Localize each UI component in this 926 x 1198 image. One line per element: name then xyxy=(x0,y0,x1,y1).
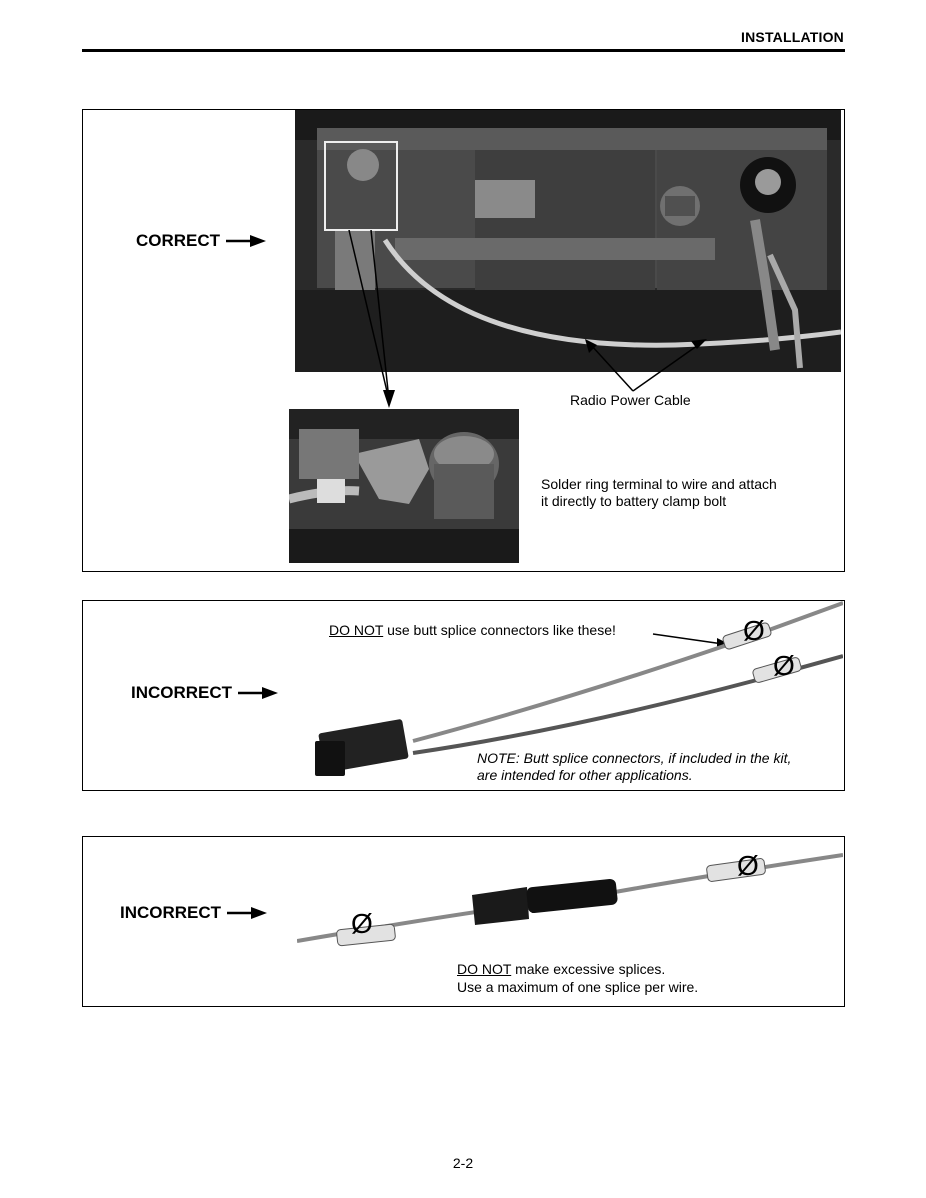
arrow-right-icon xyxy=(226,234,266,248)
instruction-line-2: it directly to battery clamp bolt xyxy=(541,493,727,509)
instruction-line-1: Solder ring terminal to wire and attach xyxy=(541,476,777,492)
panel-correct xyxy=(82,109,845,572)
prohibited-symbol-4: Ø xyxy=(737,850,759,881)
note-line-2: are intended for other applications. xyxy=(477,767,693,783)
panel-incorrect-excessive-splices xyxy=(82,836,845,1007)
terminal-closeup-photo xyxy=(289,409,519,563)
butt-splice-warning-rest: use butt splice connectors like these! xyxy=(383,622,616,638)
arrow-right-icon xyxy=(227,906,267,920)
header-rule xyxy=(82,49,845,52)
do-not-emphasis-2: DO NOT xyxy=(457,961,512,977)
incorrect-label-2 xyxy=(120,903,267,923)
callout-arrow xyxy=(343,230,403,410)
note-line-1: NOTE: Butt splice connectors, if included in the kit, xyxy=(477,750,792,766)
page-number: 2-2 xyxy=(452,1155,474,1171)
do-not-emphasis: DO NOT xyxy=(329,622,384,638)
incorrect-label-2-text: INCORRECT xyxy=(120,903,222,922)
radio-power-cable-label: Radio Power Cable xyxy=(570,392,691,408)
excess-warning-line-2: Use a maximum of one splice per wire. xyxy=(457,979,699,995)
panel-incorrect-butt-splice xyxy=(82,600,845,791)
prohibited-symbol-1: Ø xyxy=(743,615,765,646)
excess-warning-line-1 xyxy=(457,961,665,978)
cable-callout-arrows xyxy=(573,335,713,395)
incorrect-label-1-text: INCORRECT xyxy=(131,683,233,702)
section-title: INSTALLATION xyxy=(741,29,844,45)
prohibited-symbol-2: Ø xyxy=(773,650,795,681)
arrow-right-icon xyxy=(238,686,278,700)
correct-label xyxy=(136,231,266,251)
prohibited-symbol-3: Ø xyxy=(351,908,373,939)
excess-warning-rest: make excessive splices. xyxy=(511,961,666,977)
incorrect-label-1 xyxy=(131,683,278,703)
correct-label-text: CORRECT xyxy=(136,231,221,250)
excessive-splices-wire-photo xyxy=(297,847,843,947)
